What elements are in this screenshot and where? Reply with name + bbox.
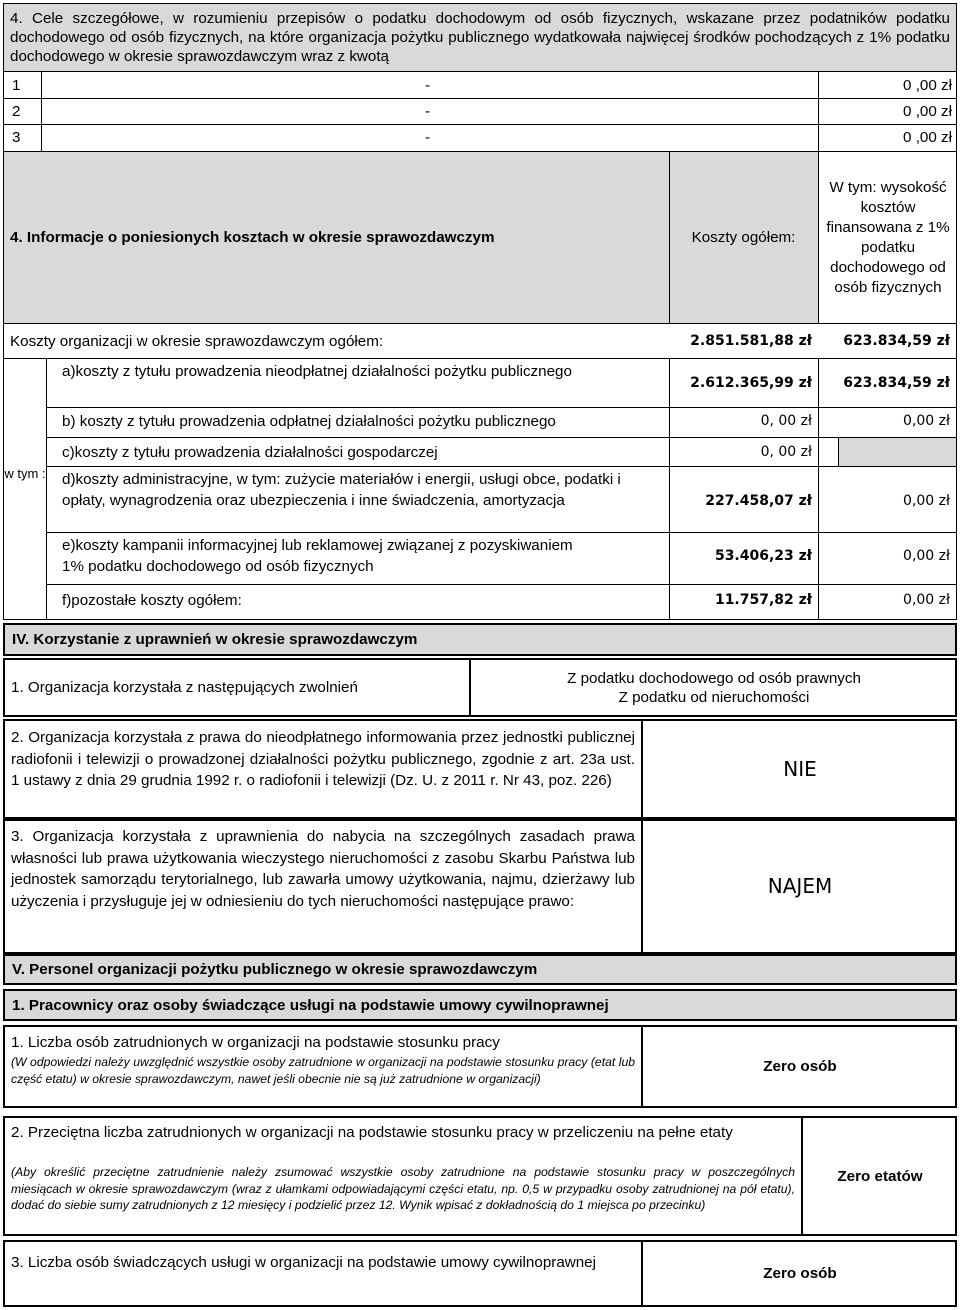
- v-q2-text: 2. Przeciętna liczba zatrudnionych w organizacji na podstawie stosunku pracy w przeliczeniu na pełne etaty: [11, 1124, 733, 1141]
- goal-row-2-amount: 0 ,00 zł: [903, 103, 952, 120]
- iv-q1-box: [3, 658, 957, 717]
- cost-item-c-part-empty: [838, 438, 957, 466]
- cost-item-b-label: b) koszty z tytułu prowadzenia odpłatnej działalności pożytku publicznego: [62, 413, 556, 430]
- cost-item-a-label: a)koszty z tytułu prowadzenia nieodpłatnej działalności pożytku publicznego: [62, 363, 572, 380]
- iv-q1-answer-line1: Z podatku dochodowego od osób prawnych: [567, 669, 861, 687]
- iv-q3-answer: NAJEM: [767, 874, 833, 898]
- section-v-subheader: [3, 989, 957, 1021]
- v-q2-box: [3, 1116, 957, 1236]
- goal-row-3-amount: 0 ,00 zł: [903, 129, 952, 146]
- cost-item-c-label: c)koszty z tytułu prowadzenia działalności gospodarczej: [62, 444, 438, 461]
- cost-item-d-label: d)koszty administracyjne, w tym: zużycie materiałów i energii, usługi obce, podatki i opłaty, wynagrodzenia oraz ubezpieczenia i inne świadczenia, amortyzacja: [62, 471, 621, 509]
- costs-table: [3, 151, 957, 620]
- section-v-header: [3, 954, 957, 985]
- cost-item-b-part: 0,00 zł: [903, 413, 950, 429]
- iv-q3-text: 3. Organizacja korzystała z uprawnienia do nabycia na szczególnych zasadach prawa własności lub prawa użytkowania wieczystego nieruchomości z zasobu Skarbu Państwa lub jednostek samorządu terytorialnego, lub zawarła umowy użytkowania, najmu, dzierżawy lub użyczenia i przysługuje jej w odniesieniu do tych nieruchomości następujące prawo:: [11, 828, 635, 910]
- cost-item-e-total: 53.406,23 zł: [714, 548, 812, 564]
- section-iv-header: [3, 623, 957, 656]
- cost-item-f-label: f)pozostałe koszty ogółem:: [62, 592, 242, 609]
- iv-q2-answer: NIE: [783, 756, 817, 781]
- cost-item-b-total: 0, 00 zł: [760, 413, 812, 429]
- cost-item-e-part: 0,00 zł: [903, 548, 950, 564]
- goal-row-1-num: 1: [12, 77, 21, 94]
- goals-table: [3, 71, 957, 152]
- costs-total-label: Koszty organizacji w okresie sprawozdawczym ogółem:: [10, 333, 384, 350]
- iv-q1-answer: [469, 660, 957, 715]
- goals-header-text: 4. Cele szczegółowe, w rozumieniu przepisów o podatku dochodowym od osób fizycznych, wskazane przez podatników podatku dochodowego od osób fizycznych, na które organizacja pożytku publicznego wydatkowała najwięcej środków pochodzących z 1% podatku dochodowego w okresie sprawozdawczym wraz z kwotą: [10, 10, 950, 65]
- iv-q1-answer-line2: Z podatku od nieruchomości: [618, 688, 810, 706]
- v-q1-box: [3, 1025, 957, 1108]
- v-q2-answer: Zero etatów: [837, 1167, 923, 1185]
- cost-item-d-total: 227.458,07 zł: [705, 493, 812, 509]
- cost-item-c-total: 0, 00 zł: [760, 444, 812, 460]
- costs-title: 4. Informacje o poniesionych kosztach w okresie sprawozdawczym: [10, 229, 495, 246]
- cost-item-a-part: 623.834,59 zł: [843, 375, 950, 391]
- iv-q1-text: 1. Organizacja korzystała z następujących zwolnień: [11, 679, 358, 696]
- cost-item-d-part: 0,00 zł: [903, 493, 950, 509]
- section-v-subtitle: 1. Pracownicy oraz osoby świadczące usługi na podstawie umowy cywilnoprawnej: [12, 996, 609, 1014]
- v-q3-answer: Zero osób: [763, 1265, 837, 1282]
- costs-total-value: 2.851.581,88 zł: [690, 333, 812, 349]
- section-v-title: V. Personel organizacji pożytku publicznego w okresie sprawozdawczym: [12, 961, 538, 978]
- v-q3-box: [3, 1240, 957, 1307]
- goal-row-2-dash: -: [425, 103, 431, 120]
- goal-row-1-dash: -: [425, 77, 431, 94]
- costs-total-header: Koszty ogółem:: [691, 229, 796, 246]
- costs-part-header: W tym: wysokość kosztów finansowana z 1% podatku dochodowego od osób fizycznych: [826, 178, 950, 296]
- cost-item-f-part: 0,00 zł: [903, 592, 950, 608]
- iv-q2-box: [3, 719, 957, 819]
- goal-row-1-amount: 0 ,00 zł: [903, 77, 952, 94]
- section-iv-title: IV. Korzystanie z uprawnień w okresie sprawozdawczym: [12, 631, 418, 648]
- cost-item-e-label: e)koszty kampanii informacyjnej lub reklamowej związanej z pozyskiwaniem 1% podatku dochodowego od osób fizycznych: [62, 537, 573, 575]
- costs-total-part: 623.834,59 zł: [843, 333, 950, 349]
- v-q3-text: 3. Liczba osób świadczących usługi w organizacji na podstawie umowy cywilnoprawnej: [11, 1254, 597, 1271]
- v-q1-note: (W odpowiedzi należy uwzględnić wszystkie osoby zatrudnione w organizacji na podstawie stosunku pracy (etat lub część etatu) w okresie sprawozdawczym, nawet jeśli obecnie nie są już zatrudnione w organizacji): [11, 1055, 635, 1086]
- v-q1-text: 1. Liczba osób zatrudnionych w organizacji na podstawie stosunku pracy: [11, 1034, 500, 1051]
- goal-row-3-dash: -: [425, 129, 431, 146]
- iv-q2-text: 2. Organizacja korzystała z prawa do nieodpłatnego informowania przez jednostki publicznej radiofonii i telewizji o prowadzonej działalności pożytku publicznego, zgodnie z art. 23a ust. 1 ustawy z dnia 29 grudnia 1992 r. o radiofonii i telewizji (Dz. U. z 2011 r. Nr 43, poz. 226): [11, 729, 635, 789]
- v-q1-answer: Zero osób: [763, 1058, 837, 1075]
- v-q2-note: (Aby określić przeciętne zatrudnienie należy zsumować wszystkie osoby zatrudnione na podstawie stosunku pracy w poszczególnych miesiącach w okresie sprawozdawczym (wraz z ułamkami odpowiadającymi części etatu, np. 0,5 w przypadku osoby zatrudnionej na pół etatu), dodać do siebie sumy zatrudnionych z 12 miesięcy i podzielić przez 12. Wynik wpisać z dokładnością do 1 miejsca po przecinku): [11, 1165, 795, 1212]
- cost-item-a-total: 2.612.365,99 zł: [690, 375, 812, 391]
- goal-row-3-num: 3: [12, 129, 21, 146]
- costs-w-tym-label: w tym :: [4, 466, 46, 481]
- cost-item-f-total: 11.757,82 zł: [714, 592, 812, 608]
- iv-q3-box: [3, 819, 957, 954]
- goal-row-2-num: 2: [12, 103, 21, 120]
- goals-header: [3, 3, 957, 71]
